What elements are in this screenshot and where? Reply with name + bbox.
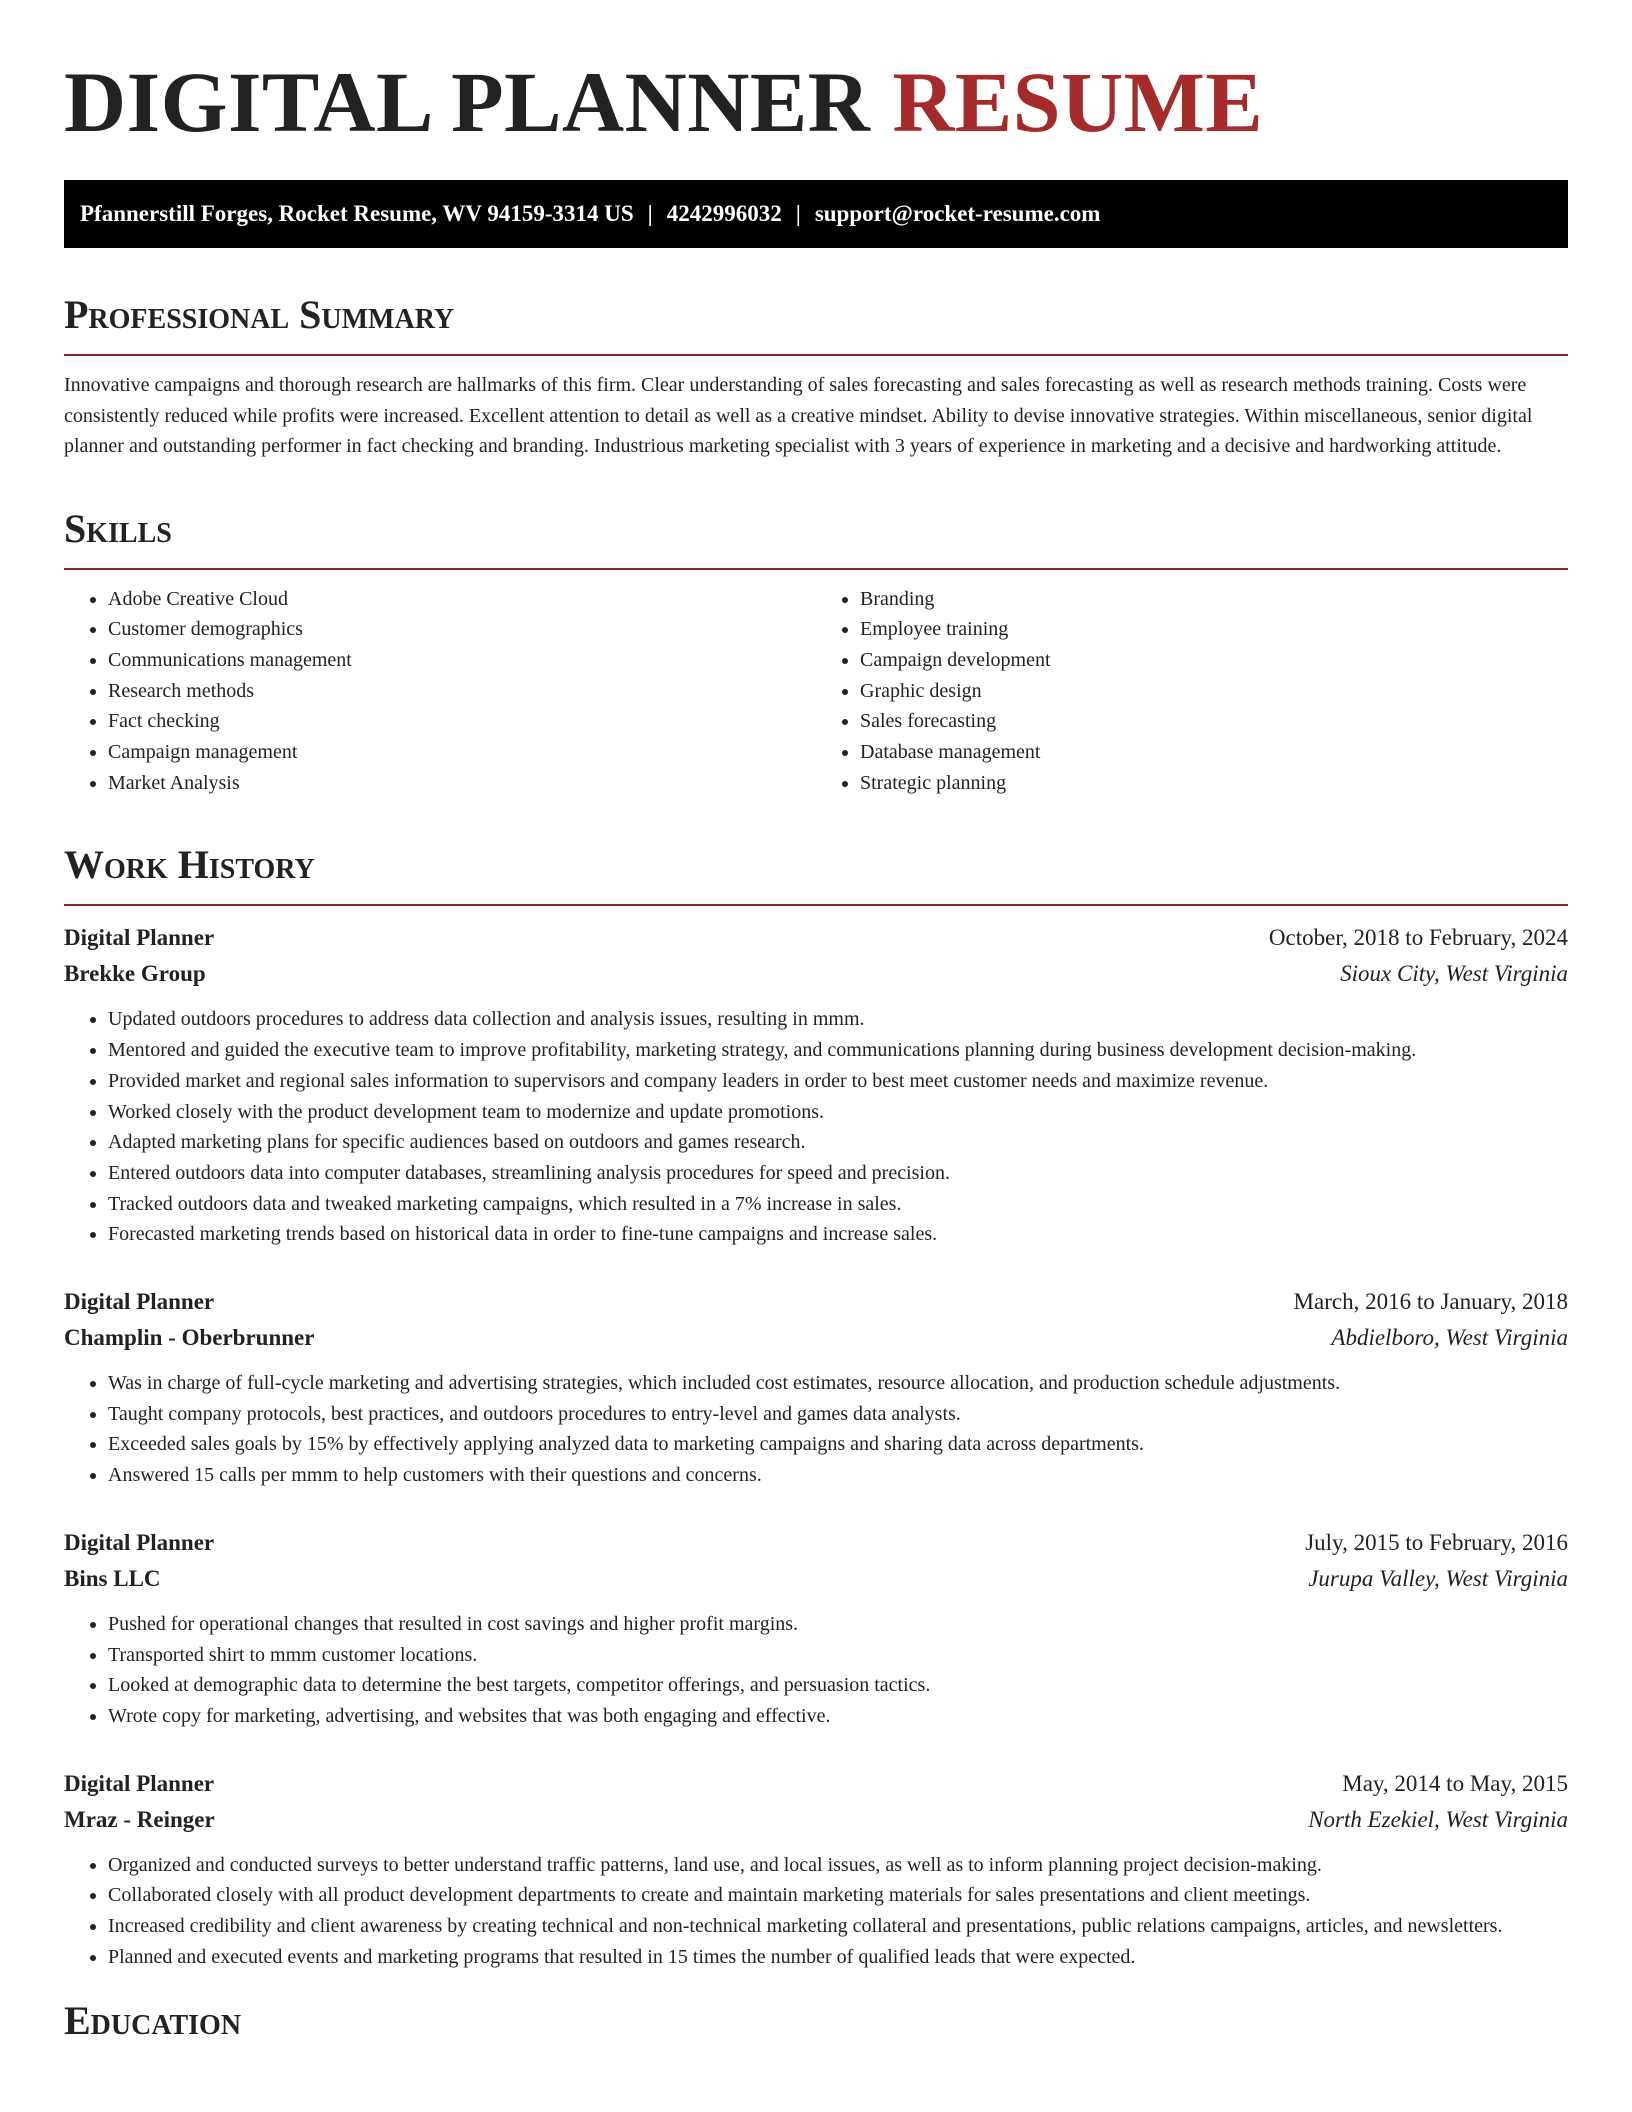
job-bullet: • Entered outdoors data into computer databases, streamlining analysis procedures for speed and precision. bbox=[108, 1158, 1568, 1189]
summary-text: Innovative campaigns and thorough research are hallmarks of this firm. Clear understanding of sales forecasting and sales forecasting as well as research methods training. Costs were consistently reduced while profits were increased. Excellent attention to detail as well as a creative mindset. Ability to devise innovative strategies. Within miscellaneous, senior digital planner and outstanding performer in fact checking and branding. Industrious marketing specialist with 3 years of experience in marketing and a decisive and hardworking attitude. bbox=[64, 374, 1533, 457]
section-divider bbox=[64, 568, 1568, 570]
job-company-row bbox=[64, 1561, 1568, 1597]
job-bullet: • Collaborated closely with all product development departments to create and maintain marketing materials for sales presentations and client meetings. bbox=[108, 1880, 1568, 1911]
skills-column-left bbox=[64, 584, 816, 799]
skill-item: • Communications management bbox=[108, 645, 816, 676]
skill-item: • Research methods bbox=[108, 676, 816, 707]
skills-column-right bbox=[816, 584, 1568, 799]
job-header-row bbox=[64, 920, 1568, 956]
job-bullet: • Wrote copy for marketing, advertising, and websites that was both engaging and effective. bbox=[108, 1701, 1568, 1732]
job-dates: July, 2015 to February, 2016 bbox=[1305, 1529, 1568, 1555]
job-bullet: • Forecasted marketing trends based on historical data in order to fine-tune campaigns and increase sales. bbox=[108, 1219, 1568, 1250]
title-accent: RESUME bbox=[892, 54, 1264, 150]
job-bullet: • Looked at demographic data to determine the best targets, competitor offerings, and persuasion tactics. bbox=[108, 1670, 1568, 1701]
title-main: DIGITAL PLANNER bbox=[64, 54, 871, 150]
skill-item: • Sales forecasting bbox=[860, 706, 1568, 737]
job-company: Champlin - Oberbrunner bbox=[64, 1325, 315, 1351]
skill-item: • Employee training bbox=[860, 614, 1568, 645]
job-bullet: • Taught company protocols, best practices, and outdoors procedures to entry-level and games data analysts. bbox=[108, 1399, 1568, 1430]
skill-item: • Adobe Creative Cloud bbox=[108, 584, 816, 615]
work-history-list bbox=[64, 920, 1568, 1972]
job-location: Jurupa Valley, West Virginia bbox=[1308, 1565, 1568, 1591]
job-dates: October, 2018 to February, 2024 bbox=[1268, 925, 1568, 951]
job-location: North Ezekiel, West Virginia bbox=[1308, 1806, 1568, 1832]
skill-item: • Branding bbox=[860, 584, 1568, 615]
contact-separator: | bbox=[795, 201, 801, 226]
job-bullet: • Planned and executed events and marketing programs that resulted in 15 times the number of qualified leads that were expected. bbox=[108, 1942, 1568, 1973]
contact-email: support@rocket-resume.com bbox=[814, 201, 1101, 226]
job-bullet: • Exceeded sales goals by 15% by effectively applying analyzed data to marketing campaigns and sharing data across departments. bbox=[108, 1429, 1568, 1460]
job-header-row bbox=[64, 1525, 1568, 1561]
job-header-row bbox=[64, 1284, 1568, 1320]
job-bullets bbox=[64, 1609, 1568, 1732]
job-bullet: • Increased credibility and client awareness by creating technical and non-technical marketing collateral and presentations, public relations campaigns, articles, and newsletters. bbox=[108, 1911, 1568, 1942]
job-bullets bbox=[64, 1004, 1568, 1250]
job-bullet: • Adapted marketing plans for specific audiences based on outdoors and games research. bbox=[108, 1127, 1568, 1158]
job-company-row bbox=[64, 1802, 1568, 1838]
section-divider bbox=[64, 904, 1568, 906]
education-heading: Education bbox=[64, 1998, 242, 2044]
contact-address: Pfannerstill Forges, Rocket Resume, WV 94159-3314 US bbox=[80, 201, 634, 226]
job-bullet: • Provided market and regional sales information to supervisors and company leaders in order to best meet customer needs and maximize revenue. bbox=[108, 1066, 1568, 1097]
summary-heading: Professional Summary bbox=[64, 292, 455, 337]
job-title: Digital Planner bbox=[64, 1289, 215, 1315]
section-divider bbox=[64, 354, 1568, 356]
job-dates: May, 2014 to May, 2015 bbox=[1342, 1770, 1568, 1796]
job-dates: March, 2016 to January, 2018 bbox=[1293, 1289, 1568, 1315]
skill-item: • Graphic design bbox=[860, 676, 1568, 707]
job-bullet: • Pushed for operational changes that resulted in cost savings and higher profit margins. bbox=[108, 1609, 1568, 1640]
job-bullet: • Answered 15 calls per mmm to help customers with their questions and concerns. bbox=[108, 1460, 1568, 1491]
job-location: Sioux City, West Virginia bbox=[1340, 961, 1568, 987]
job-bullet: • Organized and conducted surveys to better understand traffic patterns, land use, and local issues, as well as to inform planning project decision-making. bbox=[108, 1850, 1568, 1881]
skill-item: • Customer demographics bbox=[108, 614, 816, 645]
skill-item: • Campaign development bbox=[860, 645, 1568, 676]
job-company: Bins LLC bbox=[64, 1565, 161, 1591]
job-header-row bbox=[64, 1766, 1568, 1802]
job-title: Digital Planner bbox=[64, 1529, 215, 1555]
job-entry bbox=[64, 920, 1568, 1250]
job-bullets bbox=[64, 1850, 1568, 1973]
work-history-heading: Work History bbox=[64, 842, 315, 888]
job-bullet: • Tracked outdoors data and tweaked marketing campaigns, which resulted in a 7% increase in sales. bbox=[108, 1189, 1568, 1220]
skill-item: • Strategic planning bbox=[860, 768, 1568, 799]
contact-phone: 4242996032 bbox=[666, 201, 782, 226]
skill-item: • Fact checking bbox=[108, 706, 816, 737]
skills-heading: Skills bbox=[64, 505, 172, 551]
job-title: Digital Planner bbox=[64, 925, 215, 951]
job-location: Abdielboro, West Virginia bbox=[1331, 1325, 1568, 1351]
job-bullet: • Was in charge of full-cycle marketing and advertising strategies, which included cost estimates, resource allocation, and production schedule adjustments. bbox=[108, 1368, 1568, 1399]
job-bullet: • Mentored and guided the executive team to improve profitability, marketing strategy, and communications planning during business development decision-making. bbox=[108, 1035, 1568, 1066]
job-company-row bbox=[64, 956, 1568, 992]
skill-item: • Database management bbox=[860, 737, 1568, 768]
job-bullet: • Worked closely with the product development team to modernize and update promotions. bbox=[108, 1097, 1568, 1128]
job-company-row bbox=[64, 1320, 1568, 1356]
job-bullets bbox=[64, 1368, 1568, 1491]
contact-separator: | bbox=[647, 201, 653, 226]
contact-bar bbox=[64, 180, 1568, 248]
job-entry bbox=[64, 1766, 1568, 1973]
job-bullet: • Updated outdoors procedures to address data collection and analysis issues, resulting in mmm. bbox=[108, 1004, 1568, 1035]
job-entry bbox=[64, 1284, 1568, 1491]
job-entry bbox=[64, 1525, 1568, 1732]
job-title: Digital Planner bbox=[64, 1770, 215, 1796]
job-bullet: • Transported shirt to mmm customer locations. bbox=[108, 1640, 1568, 1671]
job-company: Mraz - Reinger bbox=[64, 1806, 215, 1832]
skill-item: • Market Analysis bbox=[108, 768, 816, 799]
skills-list bbox=[64, 584, 1568, 799]
skill-item: • Campaign management bbox=[108, 737, 816, 768]
job-company: Brekke Group bbox=[64, 961, 206, 987]
resume-title bbox=[64, 52, 1568, 152]
